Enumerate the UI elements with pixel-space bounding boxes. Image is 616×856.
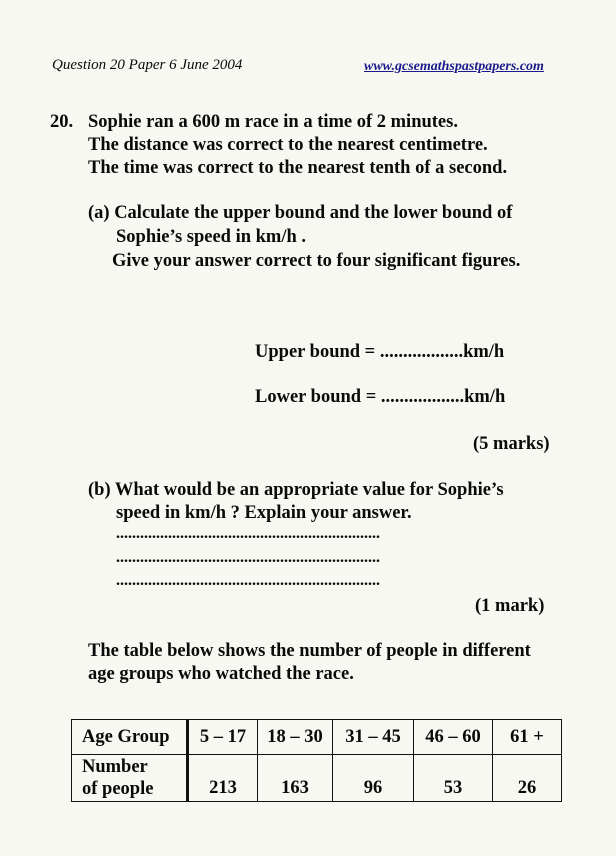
intro-line-1: Sophie ran a 600 m race in a time of 2 minutes. [88, 112, 458, 132]
part-b-line-2: speed in km/h ? Explain your answer. [116, 503, 412, 523]
number-of-people-row [72, 755, 562, 802]
part-b-marks: (1 mark) [475, 596, 545, 616]
answer-line-2: .................................................................. [116, 549, 380, 566]
count-cell: 53 [414, 755, 493, 802]
age-group-cell: 61 + [493, 720, 562, 755]
intro-line-2: The distance was correct to the nearest centimetre. [88, 135, 488, 155]
paper-reference: Question 20 Paper 6 June 2004 [52, 57, 243, 73]
table-intro-line-2: age groups who watched the race. [88, 664, 354, 684]
count-cell: 96 [333, 755, 414, 802]
part-b-line-1: (b) What would be an appropriate value for Sophie’s [88, 480, 504, 500]
age-group-table [71, 719, 562, 802]
part-a-line-1: (a) Calculate the upper bound and the lower bound of [88, 203, 513, 223]
age-group-cell: 18 – 30 [258, 720, 333, 755]
intro-line-3: The time was correct to the nearest tenth of a second. [88, 158, 508, 178]
number-header-line-2: of people [82, 779, 154, 799]
upper-bound-answer-line: Upper bound = ..................km/h [255, 342, 505, 362]
number-of-people-header [72, 755, 188, 802]
part-a-line-2: Sophie’s speed in km/h . [116, 227, 307, 247]
count-cell: 163 [258, 755, 333, 802]
count-cell: 213 [188, 755, 258, 802]
count-cell: 26 [493, 755, 562, 802]
age-group-cell: 5 – 17 [188, 720, 258, 755]
age-group-row [72, 720, 562, 755]
age-group-cell: 31 – 45 [333, 720, 414, 755]
table-intro-line-1: The table below shows the number of people in different [88, 641, 531, 661]
part-a-line-3: Give your answer correct to four significant figures. [112, 251, 521, 271]
age-group-cell: 46 – 60 [414, 720, 493, 755]
question-number: 20. [50, 112, 74, 132]
lower-bound-answer-line: Lower bound = ..................km/h [255, 387, 506, 407]
number-header-line-1: Number [82, 757, 148, 777]
age-group-header: Age Group [72, 720, 188, 755]
website-link[interactable]: www.gcsemathspastpapers.com [364, 59, 544, 74]
answer-line-3: .................................................................. [116, 572, 380, 589]
part-a-marks: (5 marks) [473, 434, 550, 454]
answer-line-1: .................................................................. [116, 525, 380, 542]
